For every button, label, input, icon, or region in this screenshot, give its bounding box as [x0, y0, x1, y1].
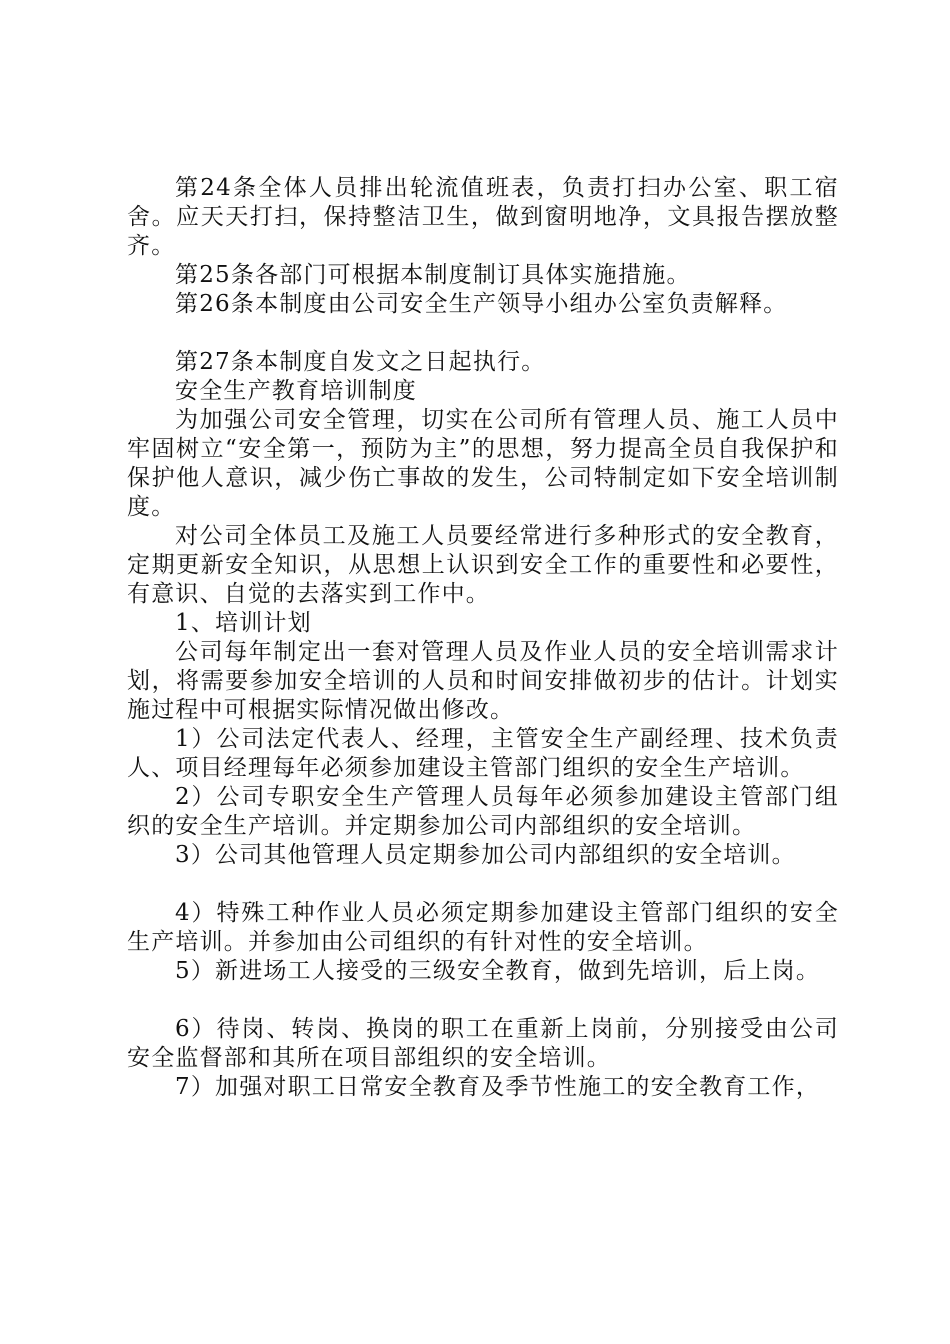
training-plan-paragraph: 公司每年制定出一套对管理人员及作业人员的安全培训需求计划，将需要参加安全培训的人员和时间安排做初步的估计。计划实施过程中可根据实际情况做出修改。	[127, 639, 839, 723]
list-item-3: 3）公司其他管理人员定期参加公司内部组织的安全培训。	[175, 842, 796, 868]
intro-paragraph: 为加强公司安全管理，切实在公司所有管理人员、施工人员中牢固树立“安全第一，预防为主”的思想，努力提高全员自我保护和保护他人意识，减少伤亡事故的发生，公司特制定如下安全培训制度。	[127, 407, 839, 520]
section-title: 安全生产教育培训制度	[175, 378, 417, 404]
article-25-paragraph: 第25条各部门可根据本制度制订具体实施措施。	[175, 262, 691, 288]
list-item-4: 4）特殊工种作业人员必须定期参加建设主管部门组织的安全生产培训。并参加由公司组织的有针对性的安全培训。	[127, 900, 839, 955]
education-paragraph: 对公司全体员工及施工人员要经常进行多种形式的安全教育，定期更新安全知识，从思想上认识到安全工作的重要性和必要性，有意识、自觉的去落实到工作中。	[127, 523, 839, 607]
list-item-1: 1）公司法定代表人、经理，主管安全生产副经理、技术负责人、项目经理每年必须参加建设主管部门组织的安全生产培训。	[127, 726, 839, 781]
list-item-6: 6）待岗、转岗、换岗的职工在重新上岗前，分别接受由公司安全监督部和其所在项目部组织的安全培训。	[127, 1016, 839, 1071]
list-item-2: 2）公司专职安全生产管理人员每年必须参加建设主管部门组织的安全生产培训。并定期参加公司内部组织的安全培训。	[127, 784, 839, 839]
list-item-5: 5）新进场工人接受的三级安全教育，做到先培训，后上岗。	[175, 958, 821, 984]
training-plan-heading: 1、培训计划	[175, 610, 312, 636]
article-24-paragraph: 第24条全体人员排出轮流值班表，负责打扫办公室、职工宿舍。应天天打扫，保持整洁卫生，做到窗明地净，文具报告摆放整齐。	[127, 175, 839, 259]
article-26-paragraph: 第26条本制度由公司安全生产领导小组办公室负责解释。	[175, 291, 788, 317]
article-27-paragraph: 第27条本制度自发文之日起执行。	[175, 349, 546, 375]
document-body	[127, 174, 839, 1102]
list-item-7: 7）加强对职工日常安全教育及季节性施工的安全教育工作，	[175, 1074, 821, 1100]
